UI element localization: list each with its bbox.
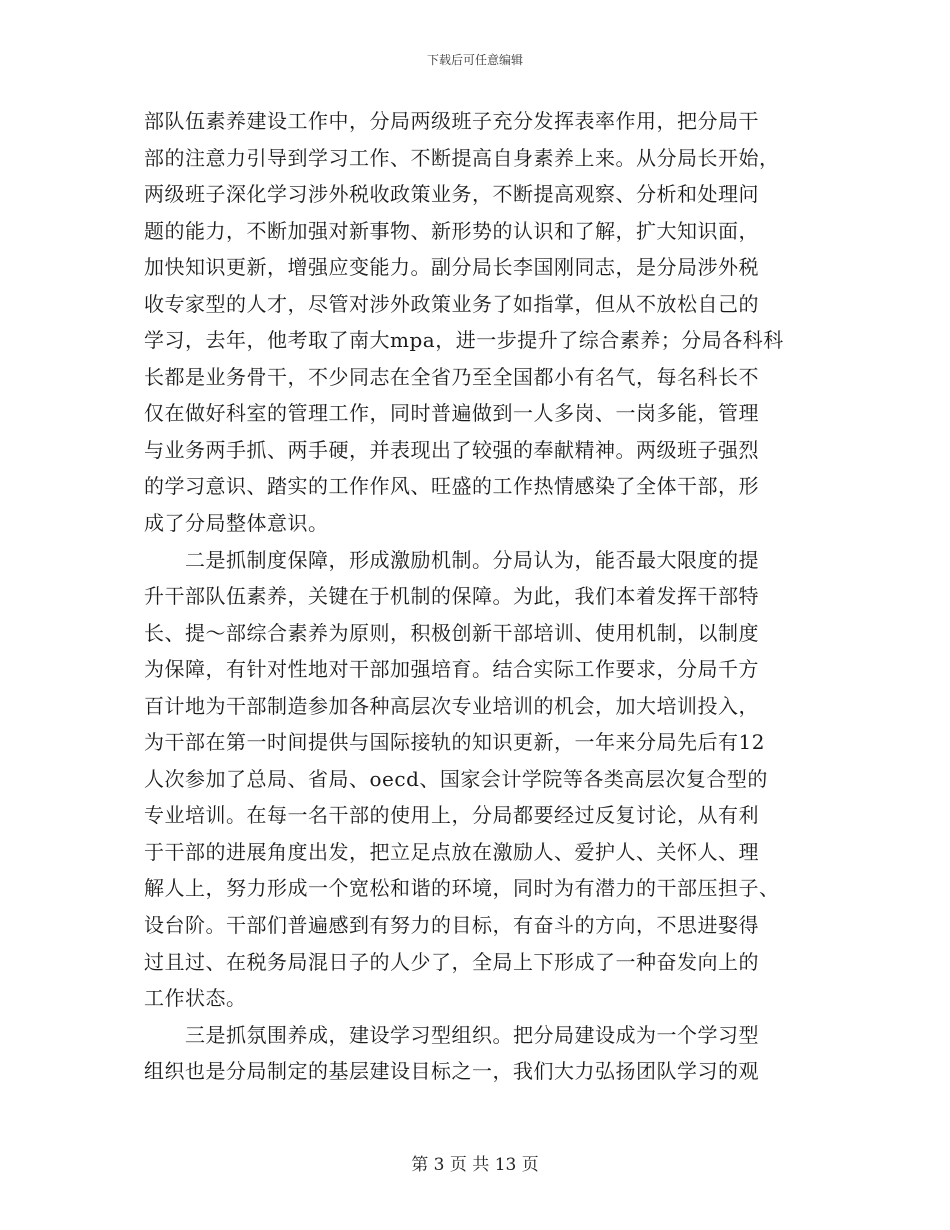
text-line: 两级班子深化学习涉外税收政策业务，不断提高观察、分析和处理问 [144, 182, 759, 207]
text-line: 与业务两手抓、两手硬，并表现出了较强的奉献精神。两级班子强烈 [144, 437, 759, 462]
text-line: 二是抓制度保障，形成激励机制。分局认为，能否最大限度的提 [185, 547, 759, 572]
document-body [144, 103, 808, 1090]
text-line: 百计地为干部制造参加各种高层次专业培训的机会，加大培训投入， [144, 693, 759, 718]
page-header: 下载后可任意编辑 [426, 53, 523, 67]
page-footer-page-number: 第 3 页 共 13 页 [411, 1155, 539, 1175]
text-line: 于干部的进展角度出发，把立足点放在激励人、爱护人、关怀人、理 [144, 839, 759, 864]
text-line: 工作状态。 [144, 986, 247, 1011]
text-line: 设台阶。干部们普遍感到有努力的目标，有奋斗的方向，不思进娶得 [144, 913, 759, 938]
text-line: 为干部在第一时间提供与国际接轨的知识更新，一年来分局先后有12 [144, 730, 765, 755]
text-line: 专业培训。在每一名干部的使用上，分局都要经过反复讨论，从有利 [144, 803, 759, 828]
text-line: 部队伍素养建设工作中，分局两级班子充分发挥表率作用，把分局干 [144, 109, 759, 133]
text-line: 人次参加了总局、省局、oecd、国家会计学院等各类高层次复合型的 [144, 766, 768, 791]
text-line: 成了分局整体意识。 [144, 511, 329, 536]
text-line: 升干部队伍素养，关键在于机制的保障。为此，我们本着发挥干部特 [144, 584, 759, 609]
text-line: 过且过、在税务局混日子的人少了，全局上下形成了一种奋发向上的 [144, 949, 759, 974]
text-line: 部的注意力引导到学习工作、不断提高自身素养上来。从分局长开始， [144, 145, 780, 170]
text-line: 为保障，有针对性地对干部加强培育。结合实际工作要求，分局千方 [144, 657, 759, 682]
text-line: 长都是业务骨干，不少同志在全省乃至全国都小有名气，每名科长不 [144, 364, 759, 389]
text-line: 组织也是分局制定的基层建设目标之一，我们大力弘扬团队学习的观 [144, 1059, 759, 1084]
text-line: 加快知识更新，增强应变能力。副分局长李国刚同志，是分局涉外税 [144, 255, 759, 280]
text-line: 的学习意识、踏实的工作作风、旺盛的工作热情感染了全体干部，形 [144, 474, 759, 499]
text-line: 仅在做好科室的管理工作，同时普遍做到一人多岗、一岗多能，管理 [144, 401, 759, 426]
text-line: 解人上，努力形成一个宽松和谐的环境，同时为有潜力的干部压担子、 [144, 876, 780, 901]
text-line: 三是抓氛围养成，建设学习型组织。把分局建设成为一个学习型 [185, 1022, 759, 1047]
text-line: 题的能力，不断加强对新事物、新形势的认识和了解，扩大知识面， [144, 218, 759, 243]
text-line: 长、提～部综合素养为原则，积极创新干部培训、使用机制，以制度 [144, 620, 759, 645]
text-line: 收专家型的人才，尽管对涉外政策业务了如指掌，但从不放松自己的 [144, 291, 759, 316]
text-line: 学习，去年，他考取了南大mpa，进一步提升了综合素养；分局各科科 [144, 328, 784, 353]
